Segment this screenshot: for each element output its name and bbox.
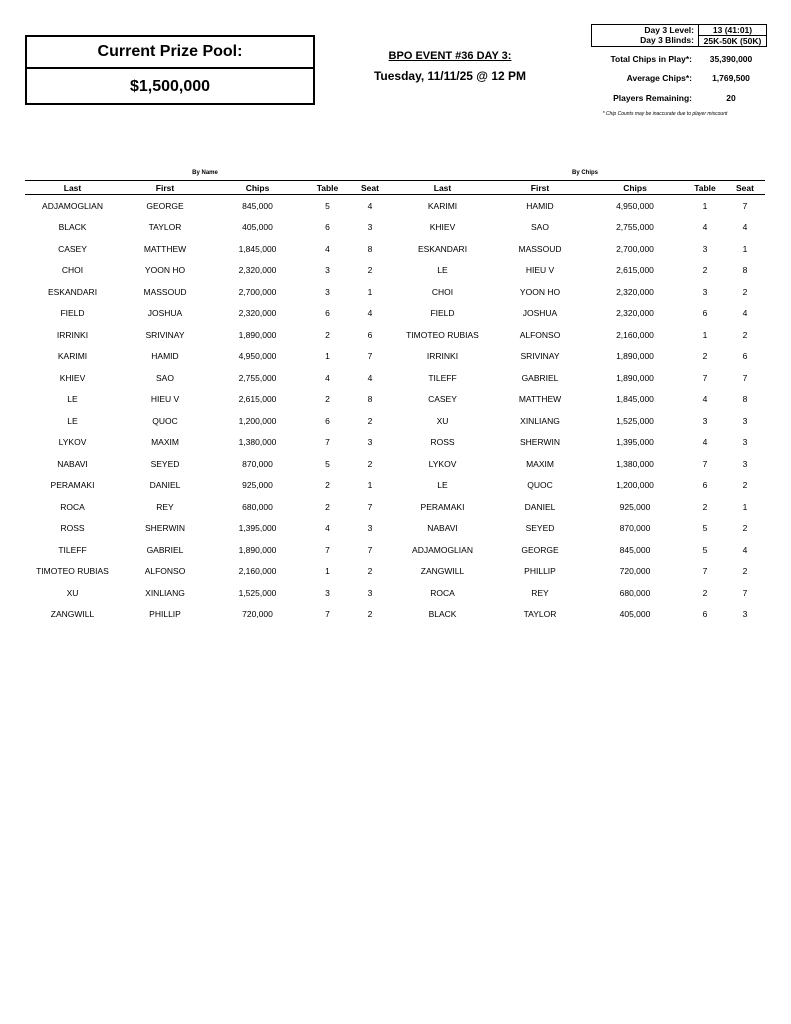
cell-first: MAXIM xyxy=(151,437,179,448)
cell-seat: 7 xyxy=(367,351,373,362)
cell-last: LYKOV xyxy=(58,437,87,448)
cell-table: 5 xyxy=(325,200,330,211)
cell-first: ALFONSO xyxy=(144,566,186,577)
cell-seat: 8 xyxy=(742,265,748,276)
cell-last: ROCA xyxy=(60,501,85,512)
cell-last: XU xyxy=(66,587,79,598)
column-header-last: Last xyxy=(25,181,120,195)
cell-first: MASSOUD xyxy=(143,286,187,297)
column-header-chips: Chips xyxy=(210,181,305,195)
cell-table: 1 xyxy=(325,566,330,577)
cell-chips: 2,320,000 xyxy=(616,308,654,319)
column-header-seat: Seat xyxy=(350,181,390,195)
cell-table: 2 xyxy=(325,480,330,491)
section-label-by-chips: By Chips xyxy=(571,170,598,176)
cell-chips: 2,320,000 xyxy=(238,265,277,276)
cell-first: GABRIEL xyxy=(146,544,184,555)
cell-chips: 680,000 xyxy=(242,501,273,512)
section-label-by-name: By Name xyxy=(192,170,218,176)
cell-first: DANIEL xyxy=(524,501,556,512)
cell-chips: 1,395,000 xyxy=(616,437,654,448)
cell-first: GEORGE xyxy=(521,544,559,555)
cell-last: KARIMI xyxy=(57,351,88,362)
cell-first: SEYED xyxy=(525,523,555,534)
cell-seat: 7 xyxy=(742,200,748,211)
cell-first: HAMID xyxy=(151,351,179,362)
stat-total-chips xyxy=(560,54,770,64)
cell-table: 1 xyxy=(702,200,708,211)
cell-seat: 6 xyxy=(367,329,373,340)
cell-last: TIMOTEO RUBIAS xyxy=(406,329,479,340)
cell-chips: 1,395,000 xyxy=(238,523,277,534)
cell-seat: 7 xyxy=(742,372,748,383)
cell-first: SHERWIN xyxy=(145,523,185,534)
cell-chips: 1,380,000 xyxy=(238,437,277,448)
cell-first: MASSOUD xyxy=(518,243,562,254)
cell-seat: 3 xyxy=(367,523,373,534)
table-row xyxy=(25,410,765,432)
cell-chips: 2,160,000 xyxy=(238,566,277,577)
cell-seat: 2 xyxy=(367,458,373,469)
cell-first: ALFONSO xyxy=(519,329,561,340)
cell-table: 3 xyxy=(702,415,708,426)
cell-first: DANIEL xyxy=(149,480,181,491)
cell-seat: 7 xyxy=(367,501,373,512)
cell-last: BLACK xyxy=(428,609,457,620)
cell-seat: 4 xyxy=(367,200,373,211)
level-blinds-box xyxy=(591,24,767,47)
cell-last: LE xyxy=(67,415,78,426)
cell-table: 4 xyxy=(325,372,330,383)
cell-last: ADJAMOGLIAN xyxy=(412,544,473,555)
cell-seat: 1 xyxy=(742,501,748,512)
cell-chips: 680,000 xyxy=(619,587,651,598)
cell-last: IRRINKI xyxy=(426,351,459,362)
cell-seat: 6 xyxy=(742,351,748,362)
table-row xyxy=(25,518,765,540)
cell-table: 7 xyxy=(702,372,708,383)
cell-last: ESKANDARI xyxy=(417,243,468,254)
cell-last: CASEY xyxy=(58,243,87,254)
cell-table: 6 xyxy=(702,609,708,620)
cell-seat: 8 xyxy=(367,243,373,254)
prize-pool-value: $1,500,000 xyxy=(129,78,211,95)
cell-first: SHERWIN xyxy=(520,437,560,448)
cell-chips: 870,000 xyxy=(619,523,651,534)
cell-chips: 845,000 xyxy=(242,200,273,211)
cell-first: MATTHEW xyxy=(518,394,562,405)
cell-table: 2 xyxy=(702,265,708,276)
cell-last: CASEY xyxy=(428,394,457,405)
table-row xyxy=(25,217,765,239)
cell-last: PERAMAKI xyxy=(50,480,95,491)
cell-first: MAXIM xyxy=(526,458,554,469)
cell-chips: 720,000 xyxy=(619,566,651,577)
cell-chips: 925,000 xyxy=(242,480,273,491)
cell-chips: 1,890,000 xyxy=(238,329,277,340)
cell-last: XU xyxy=(436,415,449,426)
cell-last: ESKANDARI xyxy=(47,286,98,297)
table-row xyxy=(25,496,765,518)
cell-first: GABRIEL xyxy=(521,372,559,383)
cell-chips: 720,000 xyxy=(242,609,273,620)
cell-table: 3 xyxy=(325,587,330,598)
cell-last: IRRINKI xyxy=(56,329,89,340)
table-row xyxy=(25,303,765,325)
table-header-row xyxy=(25,181,765,195)
cell-seat: 2 xyxy=(367,265,373,276)
cell-first: JOSHUA xyxy=(147,308,183,319)
stat-average-chips xyxy=(560,73,770,83)
cell-seat: 3 xyxy=(367,222,373,233)
column-header-first: First xyxy=(495,181,585,195)
table-row xyxy=(25,539,765,561)
cell-last: NABAVI xyxy=(57,458,88,469)
cell-table: 2 xyxy=(325,329,330,340)
prize-pool-box xyxy=(25,35,315,105)
cell-seat: 3 xyxy=(367,587,373,598)
cell-last: TIMOTEO RUBIAS xyxy=(36,566,109,577)
cell-first: HIEU V xyxy=(525,265,555,276)
cell-first: HIEU V xyxy=(150,394,180,405)
cell-chips: 1,845,000 xyxy=(238,243,277,254)
cell-first: SRIVINAY xyxy=(145,329,185,340)
cell-chips: 2,320,000 xyxy=(616,286,654,297)
cell-last: CHOI xyxy=(431,286,454,297)
column-header-table: Table xyxy=(305,181,350,195)
cell-table: 5 xyxy=(702,544,708,555)
table-row xyxy=(25,453,765,475)
cell-seat: 3 xyxy=(742,458,748,469)
cell-table: 2 xyxy=(702,587,708,598)
cell-seat: 2 xyxy=(367,566,373,577)
cell-chips: 1,200,000 xyxy=(238,415,277,426)
cell-seat: 4 xyxy=(367,372,373,383)
cell-seat: 4 xyxy=(742,308,748,319)
cell-table: 7 xyxy=(325,437,330,448)
cell-last: ADJAMOGLIAN xyxy=(42,200,103,211)
stat-value: 1,769,500 xyxy=(712,73,750,83)
stat-value: 35,390,000 xyxy=(709,54,753,64)
cell-last: NABAVI xyxy=(427,523,458,534)
cell-table: 5 xyxy=(325,458,330,469)
cell-table: 3 xyxy=(702,243,708,254)
cell-last: KARIMI xyxy=(427,200,458,211)
cell-seat: 8 xyxy=(367,394,373,405)
cell-last: FIELD xyxy=(60,308,85,319)
table-row xyxy=(25,346,765,368)
cell-chips: 2,755,000 xyxy=(238,372,277,383)
cell-table: 6 xyxy=(702,308,708,319)
table-row xyxy=(25,432,765,454)
table-row xyxy=(25,324,765,346)
cell-chips: 405,000 xyxy=(242,222,273,233)
cell-chips: 2,615,000 xyxy=(238,394,277,405)
cell-chips: 1,200,000 xyxy=(616,480,654,491)
column-header-first: First xyxy=(120,181,210,195)
cell-first: PHILLIP xyxy=(149,609,181,620)
cell-seat: 3 xyxy=(742,415,748,426)
chip-count-footnote: * Chip Counts may be inaccurate due to player miscount xyxy=(602,111,728,117)
cell-last: LE xyxy=(67,394,78,405)
cell-seat: 2 xyxy=(367,609,373,620)
cell-table: 2 xyxy=(702,501,708,512)
cell-last: CHOI xyxy=(61,265,84,276)
cell-chips: 4,950,000 xyxy=(616,200,654,211)
cell-last: ZANGWILL xyxy=(420,566,465,577)
cell-first: JOSHUA xyxy=(522,308,558,319)
table-row xyxy=(25,389,765,411)
event-date: Tuesday, 11/11/25 @ 12 PM xyxy=(373,69,526,83)
cell-seat: 2 xyxy=(742,329,748,340)
table-row xyxy=(25,561,765,583)
cell-table: 5 xyxy=(702,523,708,534)
cell-first: YOON HO xyxy=(519,286,561,297)
column-header-table: Table xyxy=(685,181,725,195)
cell-table: 7 xyxy=(325,544,330,555)
cell-seat: 1 xyxy=(367,480,373,491)
stat-players-remaining xyxy=(560,93,770,103)
table-row xyxy=(25,195,765,217)
cell-table: 1 xyxy=(325,351,330,362)
cell-seat: 4 xyxy=(742,544,748,555)
cell-last: ROCA xyxy=(430,587,455,598)
cell-chips: 2,320,000 xyxy=(238,308,277,319)
stat-label: Total Chips in Play*: xyxy=(610,54,692,64)
cell-table: 4 xyxy=(702,437,708,448)
cell-first: MATTHEW xyxy=(143,243,187,254)
cell-chips: 845,000 xyxy=(619,544,651,555)
cell-chips: 1,525,000 xyxy=(238,587,277,598)
cell-first: SAO xyxy=(156,372,174,383)
stat-label: Average Chips*: xyxy=(626,73,692,83)
cell-seat: 7 xyxy=(742,587,748,598)
cell-table: 6 xyxy=(702,480,708,491)
cell-chips: 1,890,000 xyxy=(616,351,654,362)
cell-first: REY xyxy=(531,587,549,598)
cell-chips: 1,380,000 xyxy=(616,458,654,469)
cell-first: SEYED xyxy=(150,458,180,469)
table-row xyxy=(25,475,765,497)
cell-seat: 2 xyxy=(367,415,373,426)
column-header-last: Last xyxy=(390,181,495,195)
cell-chips: 925,000 xyxy=(619,501,651,512)
cell-last: TILEFF xyxy=(58,544,87,555)
cell-first: HAMID xyxy=(526,200,554,211)
cell-first: QUOC xyxy=(527,480,553,491)
cell-chips: 2,700,000 xyxy=(238,286,277,297)
cell-table: 6 xyxy=(325,222,330,233)
cell-seat: 4 xyxy=(367,308,373,319)
chip-standings-table xyxy=(25,180,765,625)
cell-chips: 1,525,000 xyxy=(616,415,654,426)
cell-table: 3 xyxy=(702,286,708,297)
cell-table: 2 xyxy=(702,351,708,362)
cell-table: 2 xyxy=(325,394,330,405)
cell-seat: 3 xyxy=(742,437,748,448)
cell-first: SAO xyxy=(531,222,549,233)
level-values xyxy=(699,25,766,46)
cell-chips: 2,615,000 xyxy=(616,265,654,276)
cell-first: TAYLOR xyxy=(523,609,557,620)
blinds-label: Day 3 Blinds: xyxy=(640,35,694,45)
cell-chips: 2,755,000 xyxy=(616,222,654,233)
cell-first: SRIVINAY xyxy=(520,351,560,362)
cell-seat: 2 xyxy=(742,480,748,491)
cell-last: ROSS xyxy=(60,523,85,534)
level-labels xyxy=(592,25,699,46)
table-row xyxy=(25,604,765,626)
cell-table: 4 xyxy=(325,243,330,254)
table-body xyxy=(25,195,765,626)
cell-chips: 1,890,000 xyxy=(238,544,277,555)
cell-table: 6 xyxy=(325,308,330,319)
stat-label: Players Remaining: xyxy=(613,93,692,103)
cell-last: ROSS xyxy=(430,437,455,448)
table-row xyxy=(25,238,765,260)
cell-chips: 2,160,000 xyxy=(616,329,654,340)
cell-table: 7 xyxy=(702,458,708,469)
cell-chips: 4,950,000 xyxy=(238,351,277,362)
cell-last: LE xyxy=(437,265,448,276)
cell-table: 3 xyxy=(325,265,330,276)
cell-first: TAYLOR xyxy=(148,222,182,233)
event-title: BPO EVENT #36 DAY 3: xyxy=(388,50,512,62)
cell-first: REY xyxy=(156,501,174,512)
cell-first: YOON HO xyxy=(144,265,186,276)
stat-value: 20 xyxy=(726,93,736,103)
cell-seat: 1 xyxy=(367,286,373,297)
cell-last: LE xyxy=(437,480,448,491)
cell-seat: 1 xyxy=(742,243,748,254)
cell-first: QUOC xyxy=(152,415,178,426)
cell-first: GEORGE xyxy=(146,200,184,211)
cell-first: XINLIANG xyxy=(520,415,560,426)
table-row xyxy=(25,260,765,282)
cell-table: 3 xyxy=(325,286,330,297)
table-row xyxy=(25,367,765,389)
cell-table: 4 xyxy=(325,523,330,534)
cell-last: ZANGWILL xyxy=(50,609,95,620)
cell-seat: 7 xyxy=(367,544,373,555)
cell-table: 2 xyxy=(325,501,330,512)
cell-last: TILEFF xyxy=(428,372,457,383)
cell-table: 1 xyxy=(702,329,708,340)
cell-last: BLACK xyxy=(58,222,87,233)
cell-chips: 1,845,000 xyxy=(616,394,654,405)
column-header-seat: Seat xyxy=(725,181,765,195)
cell-last: FIELD xyxy=(430,308,455,319)
cell-seat: 8 xyxy=(742,394,748,405)
cell-seat: 3 xyxy=(742,609,748,620)
cell-chips: 2,700,000 xyxy=(616,243,654,254)
cell-chips: 1,890,000 xyxy=(616,372,654,383)
prize-pool-title: Current Prize Pool: xyxy=(27,37,313,69)
cell-table: 6 xyxy=(325,415,330,426)
cell-seat: 2 xyxy=(742,286,748,297)
level-value: 13 (41:01) xyxy=(712,25,753,35)
cell-seat: 3 xyxy=(367,437,373,448)
cell-seat: 2 xyxy=(742,523,748,534)
cell-last: LYKOV xyxy=(428,458,457,469)
cell-first: PHILLIP xyxy=(524,566,556,577)
cell-first: XINLIANG xyxy=(145,587,185,598)
cell-seat: 2 xyxy=(742,566,748,577)
blinds-value: 25K-50K (50K) xyxy=(699,35,766,46)
cell-table: 7 xyxy=(325,609,330,620)
cell-last: KHIEV xyxy=(59,372,86,383)
column-header-chips: Chips xyxy=(585,181,685,195)
cell-chips: 405,000 xyxy=(619,609,651,620)
table-row xyxy=(25,281,765,303)
level-label: Day 3 Level: xyxy=(644,25,694,35)
table-row xyxy=(25,582,765,604)
cell-seat: 4 xyxy=(742,222,748,233)
cell-chips: 870,000 xyxy=(242,458,273,469)
cell-table: 7 xyxy=(702,566,708,577)
cell-last: PERAMAKI xyxy=(420,501,465,512)
cell-table: 4 xyxy=(702,222,708,233)
cell-table: 4 xyxy=(702,394,708,405)
cell-last: KHIEV xyxy=(429,222,456,233)
